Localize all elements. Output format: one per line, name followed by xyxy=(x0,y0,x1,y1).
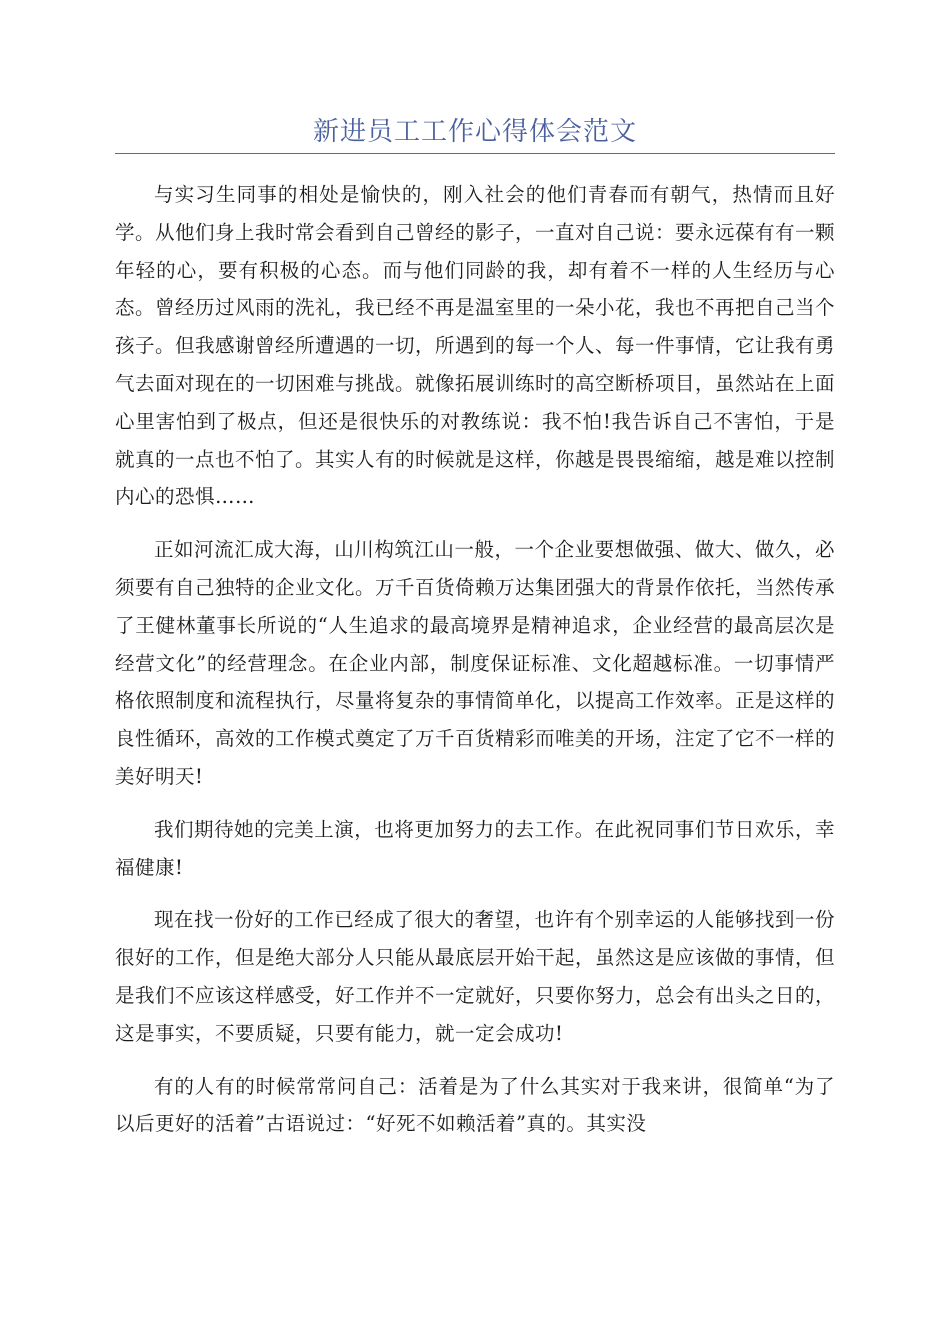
document-title: 新进员工工作心得体会范文 xyxy=(312,117,637,147)
paragraph-5: 有的人有的时候常常问自己：活着是为了什么其实对于我来讲，很简单“为了以后更好的活着”古语说过：“好死不如赖活着”真的。其实没 xyxy=(115,1074,835,1136)
title-underline xyxy=(115,153,835,154)
paragraph-2: 正如河流汇成大海，山川构筑江山一般，一个企业要想做强、做大、做久，必须要有自己独特的企业文化。万千百货倚赖万达集团强大的背景作依托，当然传承了王健林董事长所说的“人生追求的最高境界是精神追求，企业经营的最高层次是经营文化”的经营理念。在企业内部，制度保证标准、文化超越标准。一切事情严格依照制度和流程执行，尽量将复杂的事情简单化，以提高工作效率。正是这样的良性循环，高效的工作模式奠定了万千百货精彩而唯美的开场，注定了它不一样的美好明天! xyxy=(115,538,836,788)
document-body xyxy=(115,176,835,1158)
paragraph-3: 我们期待她的完美上演，也将更加努力的去工作。在此祝同事们节日欢乐，幸福健康! xyxy=(115,817,835,879)
paragraph-4: 现在找一份好的工作已经成了很大的奢望，也许有个别幸运的人能够找到一份很好的工作，但是绝大部分人只能从最底层开始干起，虽然这是应该做的事情，但是我们不应该这样感受，好工作并不一定就好，只要你努力，总会有出头之日的，这是事实，不要质疑，只要有能力，就一定会成功! xyxy=(115,908,836,1045)
paragraph-1: 与实习生同事的相处是愉快的，刚入社会的他们青春而有朝气，热情而且好学。从他们身上我时常会看到自己曾经的影子，一直对自己说：要永远葆有有一颗年轻的心，要有积极的心态。而与他们同龄的我，却有着不一样的人生经历与心态。曾经历过风雨的洗礼，我已经不再是温室里的一朵小花，我也不再把自己当个孩子。但我感谢曾经所遭遇的一切，所遇到的每一个人、每一件事情，它让我有勇气去面对现在的一切困难与挑战。就像拓展训练时的高空断桥项目，虽然站在上面心里害怕到了极点，但还是很快乐的对教练说：我不怕!我告诉自己不害怕，于是就真的一点也不怕了。其实人有的时候就是这样，你越是畏畏缩缩，越是难以控制内心的恐惧…… xyxy=(115,183,836,509)
